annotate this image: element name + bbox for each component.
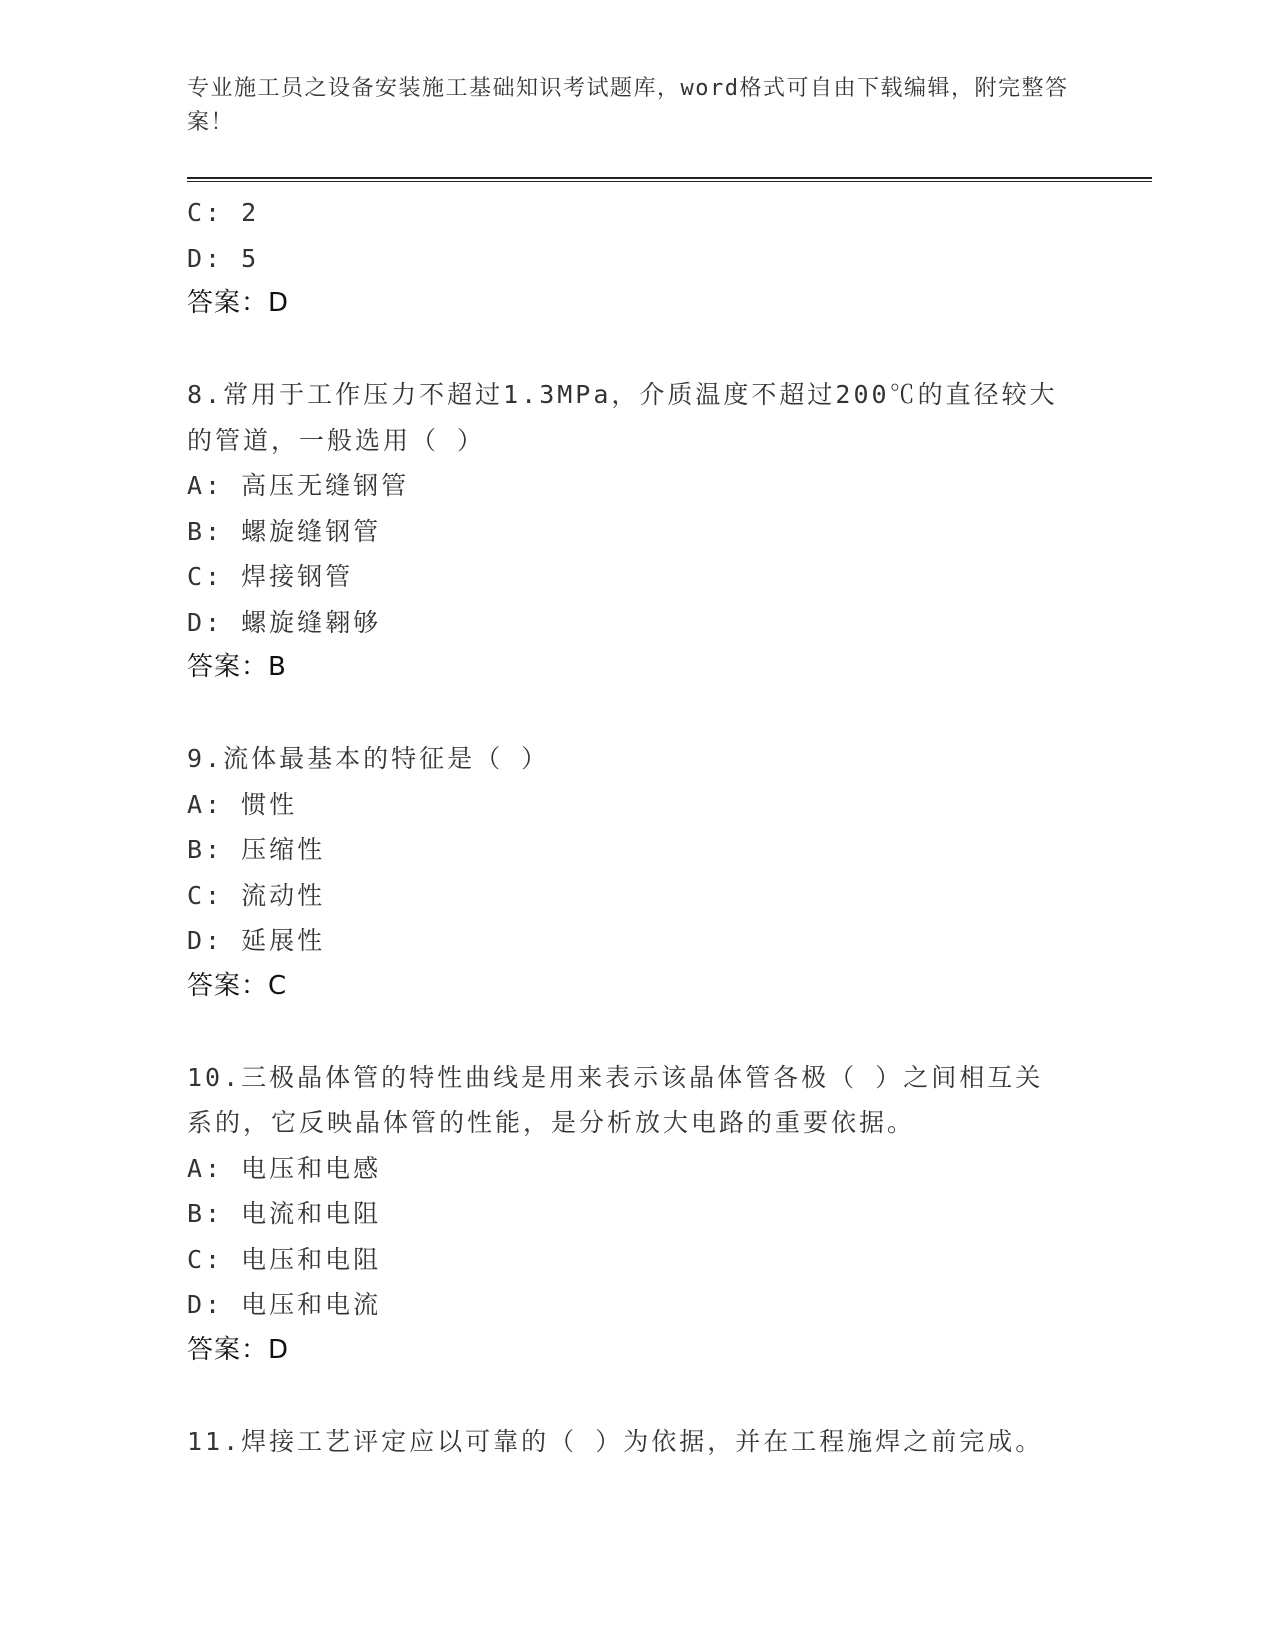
spacer	[187, 327, 1067, 373]
question-stem: 9.流体最基本的特征是（ ）	[187, 744, 550, 773]
spacer	[187, 691, 1067, 737]
header-divider-thin	[187, 181, 1152, 182]
option-a: A: 惯性	[187, 789, 298, 819]
option-c: C: 2	[187, 198, 260, 227]
question-11	[187, 1419, 1067, 1465]
answer-line: 答案：C	[187, 970, 288, 1001]
option-c: C: 流动性	[187, 880, 326, 910]
option-d: D: 螺旋缝翱够	[187, 607, 382, 637]
option-a: A: 电压和电感	[187, 1153, 382, 1183]
option-c: C: 焊接钢管	[187, 562, 354, 591]
option-d: D: 延展性	[187, 926, 326, 955]
question-stem: 10.三极晶体管的特性曲线是用来表示该晶体管各极（ ）之间相互关系的，它反映晶体管的性能，是分析放大电路的重要依据。	[187, 1062, 1044, 1137]
question-9	[187, 736, 1067, 1009]
header-title: 专业施工员之设备安装施工基础知识考试题库，word格式可自由下载编辑，附完整答案！	[187, 76, 1069, 135]
document-header	[187, 72, 1087, 140]
option-b: B: 螺旋缝钢管	[187, 516, 382, 546]
option-c: C: 电压和电阻	[187, 1244, 382, 1274]
option-d: D: 电压和电流	[187, 1290, 382, 1319]
document-body	[187, 190, 1067, 1464]
question-10	[187, 1055, 1067, 1374]
question-7-tail	[187, 190, 1067, 327]
answer-line: 答案：B	[187, 652, 287, 682]
option-a: A: 高压无缝钢管	[187, 471, 410, 500]
option-b: B: 电流和电阻	[187, 1199, 382, 1228]
spacer	[187, 1373, 1067, 1419]
question-8	[187, 372, 1067, 691]
header-divider	[187, 177, 1152, 179]
option-b: B: 压缩性	[187, 835, 326, 864]
answer-line: 答案：D	[187, 288, 290, 318]
answer-line: 答案：D	[187, 1334, 290, 1365]
option-d: D: 5	[187, 243, 260, 273]
question-stem: 11.焊接工艺评定应以可靠的（ ）为依据，并在工程施焊之前完成。	[187, 1426, 1044, 1456]
spacer	[187, 1009, 1067, 1055]
question-stem: 8.常用于工作压力不超过1.3MPa，介质温度不超过200℃的直径较大的管道，一般选用（ ）	[187, 380, 1058, 455]
